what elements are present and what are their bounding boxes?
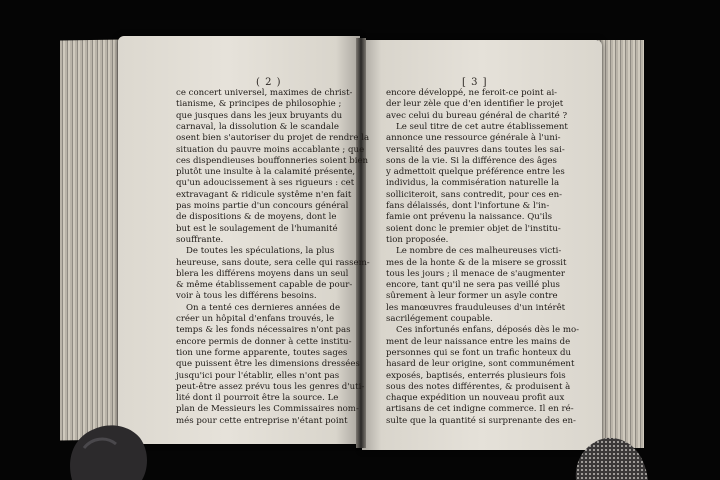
right_page-text-line: hasard de leur origine, sont communément xyxy=(386,359,575,370)
right_page-text-line: mes de la honte & de la misere se grossit xyxy=(386,257,567,268)
left_page-text-line: On a tenté ces dernieres années de xyxy=(186,302,341,313)
left_page-text-line: carnaval, la dissolution & le scandale xyxy=(176,121,339,132)
left-page-edges xyxy=(60,39,122,440)
right_page-text-line: Le nombre de ces malheureuses victi- xyxy=(396,246,562,257)
right_page-text-line: sous des notes différentes, & produisent à xyxy=(386,381,571,392)
right_page-text-line: versalité des pauvres dans toutes les sai- xyxy=(386,144,565,155)
right_page-text-line: encore développé, ne feroit-ce point ai- xyxy=(386,88,558,98)
left_page-text-line: ces dispendieuses bouffonneries soient bien xyxy=(176,155,369,166)
right-page-edges xyxy=(598,40,644,448)
left-hand-image xyxy=(62,408,152,480)
left_page-text-line: lité dont il pourroit être la source. Le xyxy=(176,393,339,404)
right_page-text-line: personnes qui se font un trafic honteux du xyxy=(386,347,572,358)
left_page-text-line: situation du pauvre moins accablante ; que xyxy=(176,144,365,155)
left_page-text-line: blera les différens moyens dans un seul xyxy=(176,268,349,279)
right_page-text-line: chaque expédition un nouveau profit aux xyxy=(386,393,565,404)
right_page-text-line: soient donc le premier objet de l'institu- xyxy=(386,223,561,234)
right_page-text-line: artisans de cet indigne commerce. Il en ré- xyxy=(386,404,574,415)
left_page-text-line: De toutes les spéculations, la plus xyxy=(186,246,335,257)
right_page-text-line: Le seul titre de cet autre établissement xyxy=(396,121,568,132)
right_page-text-line: sulte que la quantité si surprenante des en- xyxy=(386,415,576,426)
right_page-text-line: encore, tant qu'il ne sera pas veillé plus xyxy=(386,280,560,291)
left_page-text-line: més pour cette entreprise n'étant point xyxy=(176,415,348,426)
right_page-text-line: individus, la commisération naturelle la xyxy=(386,178,560,189)
right_page-text-line: y admettoit quelque préférence entre les xyxy=(386,167,565,178)
left_page-text-line: créer un hôpital d'enfans trouvés, le xyxy=(176,314,335,324)
right_page-text-line: fans délaissés, dont l'infortune & l'in- xyxy=(386,201,550,211)
left_page-text-line: que jusques dans les jeux bruyants du xyxy=(176,110,343,121)
left_page-text-line: plutôt une insulte à la calamité présente, xyxy=(176,167,356,178)
right_page-text-line: sacrilégement coupable. xyxy=(386,314,493,324)
right_page-text-line: tion proposée. xyxy=(386,234,449,245)
left-page-number: ( 2 ) xyxy=(256,77,282,88)
left_page-text-line: osent bien s'autoriser du projet de rendre la xyxy=(176,133,370,144)
left_page-text-line: peut-être assez prévu tous les genres d'uti- xyxy=(176,381,365,392)
left_page-text-line: plan de Messieurs les Commissaires nom- xyxy=(176,404,359,415)
right_page-text-line: les manœuvres frauduleuses d'un intérêt xyxy=(386,302,566,313)
right_page-text-line: solliciteroit, sans contredit, pour ces en- xyxy=(386,189,563,200)
left_page-text-line: souffrante. xyxy=(176,234,224,245)
left_page-text-line: que puissent être les dimensions dressées xyxy=(176,359,360,370)
left_page-text-line: qu'un adoucissement à ses rigueurs : cet xyxy=(176,178,355,189)
right_page-text-line: der leur zèle que d'en identifier le projet xyxy=(386,99,564,110)
right_page-text-line: tous les jours ; il menace de s'augmenter xyxy=(386,268,565,279)
right_page-text-line: annonce une ressource générale à l'uni- xyxy=(386,133,561,144)
left_page-text-line: but est le soulagement de l'humanité xyxy=(176,223,338,234)
left_page-text-line: tianisme, & principes de philosophie ; xyxy=(176,99,342,110)
right_page-text-line: sûrement à leur former un asyle contre xyxy=(386,291,558,302)
left_page-text-line: temps & les fonds nécessaires n'ont pas xyxy=(176,325,351,336)
left_page-text-line: heureuse, sans doute, sera celle qui rassem- xyxy=(176,257,370,268)
left_page-text-line: voir à tous les différens besoins. xyxy=(176,291,317,302)
left_page-text-line: extravagant & ridicule systême n'en fait xyxy=(176,189,352,200)
right-page-number: [ 3 ] xyxy=(462,77,488,88)
left_page-text-line: de dispositions & de moyens, dont le xyxy=(176,212,337,223)
right_page-text-line: exposés, baptisés, enterrés plusieurs fois xyxy=(386,370,566,381)
left_page-text-line: pas moins partie d'un concours général xyxy=(176,201,349,211)
left_page-text-line: jusqu'ici pour l'établir, elles n'ont pas xyxy=(176,370,340,381)
left_page-text-line: & même établissement capable de pour- xyxy=(176,280,353,291)
left_page-text-line: ce concert universel, maximes de christ- xyxy=(176,88,353,98)
left_page-text-line: tion une forme apparente, toutes sages xyxy=(176,347,348,358)
right_page-text-line: ment de leur naissance entre les mains de xyxy=(386,336,571,347)
left_page-text-line: encore permis de donner à cette institu- xyxy=(176,336,352,347)
right_page-text-line: Ces infortunés enfans, déposés dès le mo- xyxy=(396,325,580,336)
right-hand-image xyxy=(572,428,652,480)
right_page-text-line: famie ont prévenu la naissance. Qu'ils xyxy=(386,212,553,223)
right_page-text-line: sons de la vie. Si la différence des âges xyxy=(386,155,557,166)
right_page-text-line: avec celui du bureau général de charité ? xyxy=(386,110,568,121)
